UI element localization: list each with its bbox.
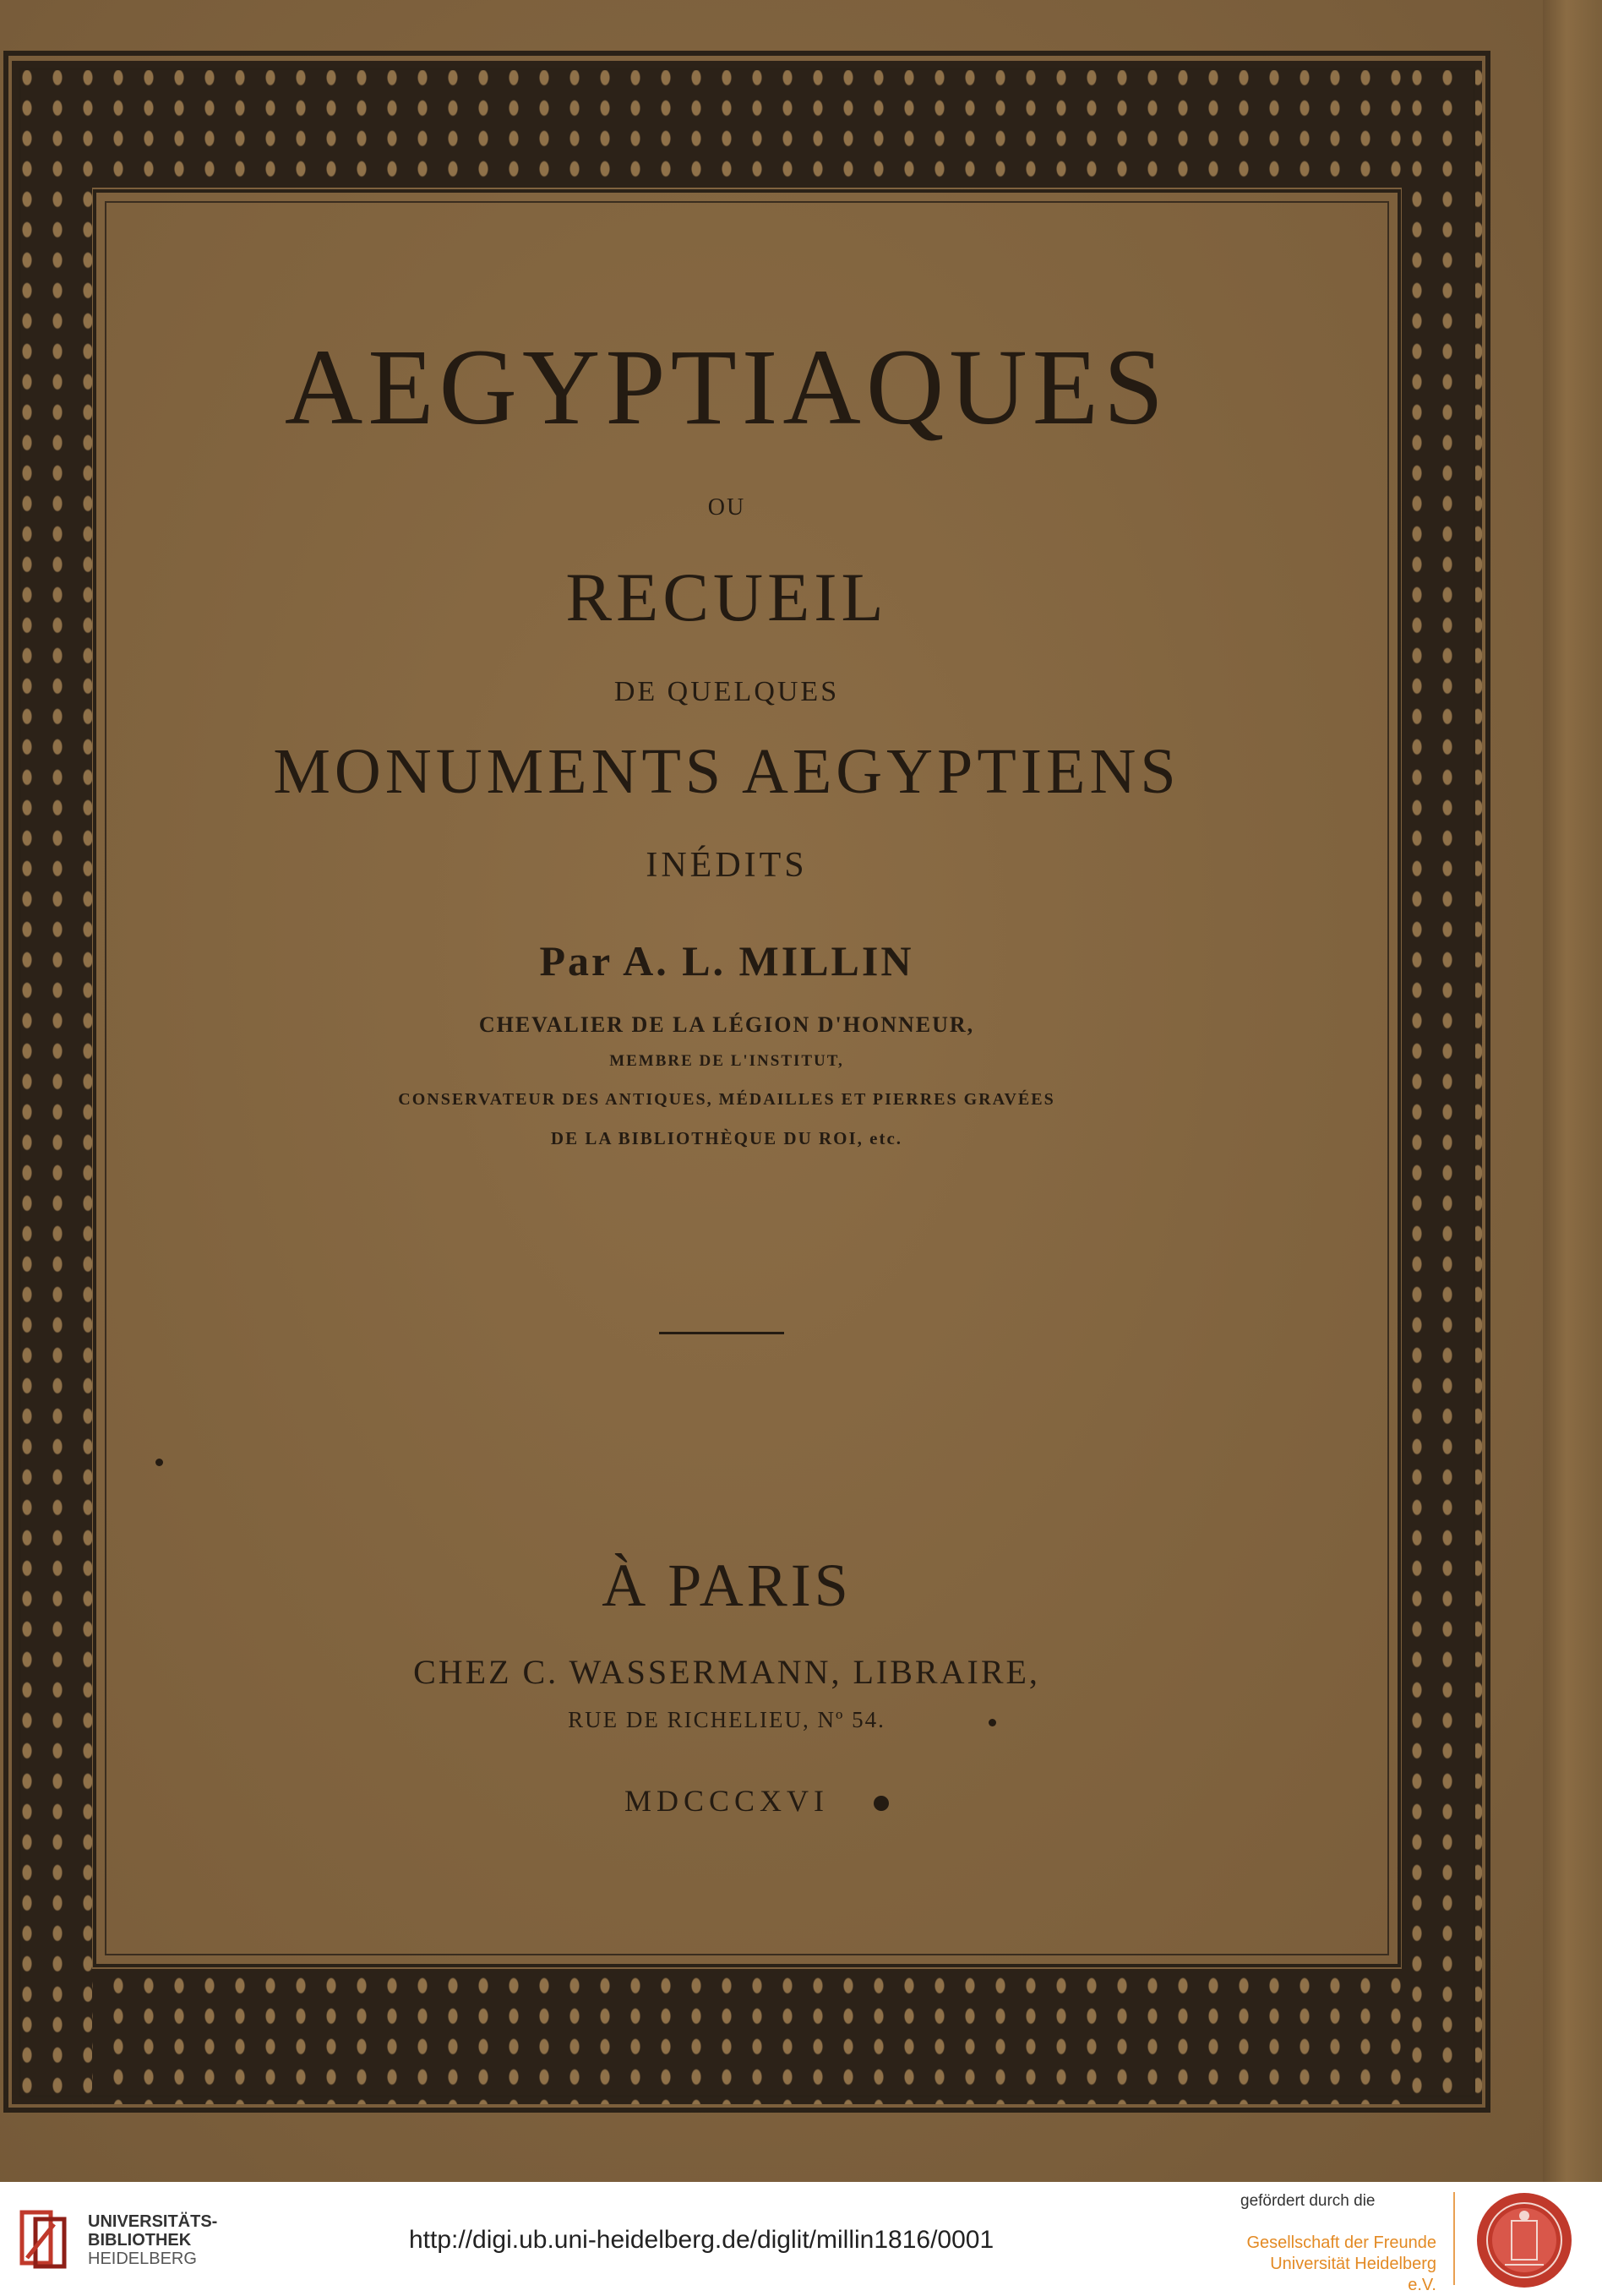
page-edge [1543, 0, 1602, 2182]
footer-divider [1453, 2192, 1455, 2285]
author-title-2: MEMBRE DE L'INSTITUT, [609, 1052, 844, 1070]
author-title-3: CONSERVATEUR DES ANTIQUES, MÉDAILLES ET PIERRES GRAVÉES [398, 1090, 1055, 1109]
author-line: Par A. L. MILLIN [539, 937, 914, 984]
library-name [88, 2212, 217, 2268]
ink-speck [155, 1459, 163, 1466]
sponsor-name-line: Gesellschaft der Freunde [1246, 2233, 1436, 2252]
separator-rule [659, 1332, 784, 1334]
subtitle-recueil: RECUEIL [565, 559, 888, 635]
library-name-line: BIBLIOTHEK [88, 2231, 192, 2250]
permalink-url[interactable]: http://digi.ub.uni-heidelberg.de/diglit/millin1816/0001 [409, 2226, 994, 2254]
author-title-4: DE LA BIBLIOTHÈQUE DU ROI, etc. [550, 1128, 903, 1148]
library-name-line: UNIVERSITÄTS- [88, 2212, 218, 2231]
imprint-place: À PARIS [602, 1552, 852, 1619]
author-title-1: CHEVALIER DE LA LÉGION D'HONNEUR, [478, 1012, 975, 1037]
sponsor-name [1240, 2233, 1436, 2296]
conjunction-ou: OU [707, 494, 746, 521]
sponsor-name-line: Universität Heidelberg e.V. [1270, 2255, 1436, 2294]
digitization-footer [0, 2182, 1602, 2296]
ink-speck [989, 1719, 996, 1726]
subtitle-monuments: MONUMENTS AEGYPTIENS [273, 736, 1180, 807]
subtitle-de-quelques: DE QUELQUES [613, 676, 840, 707]
imprint-publisher: CHEZ C. WASSERMANN, LIBRAIRE, [413, 1653, 1040, 1691]
sponsor-label: gefördert durch die [1240, 2192, 1376, 2210]
imprint-address: RUE DE RICHELIEU, Nº 54. [568, 1707, 885, 1732]
imprint-year: MDCCCXVI [624, 1784, 830, 1818]
subtitle-inedits: INÉDITS [646, 846, 808, 885]
university-seal-icon [1474, 2190, 1574, 2290]
book-title: AEGYPTIAQUES [284, 327, 1169, 447]
ink-speck [874, 1796, 889, 1811]
library-name-line: HEIDELBERG [88, 2250, 197, 2268]
inner-rule [105, 201, 1389, 1955]
ub-heidelberg-logo-icon [19, 2207, 74, 2270]
